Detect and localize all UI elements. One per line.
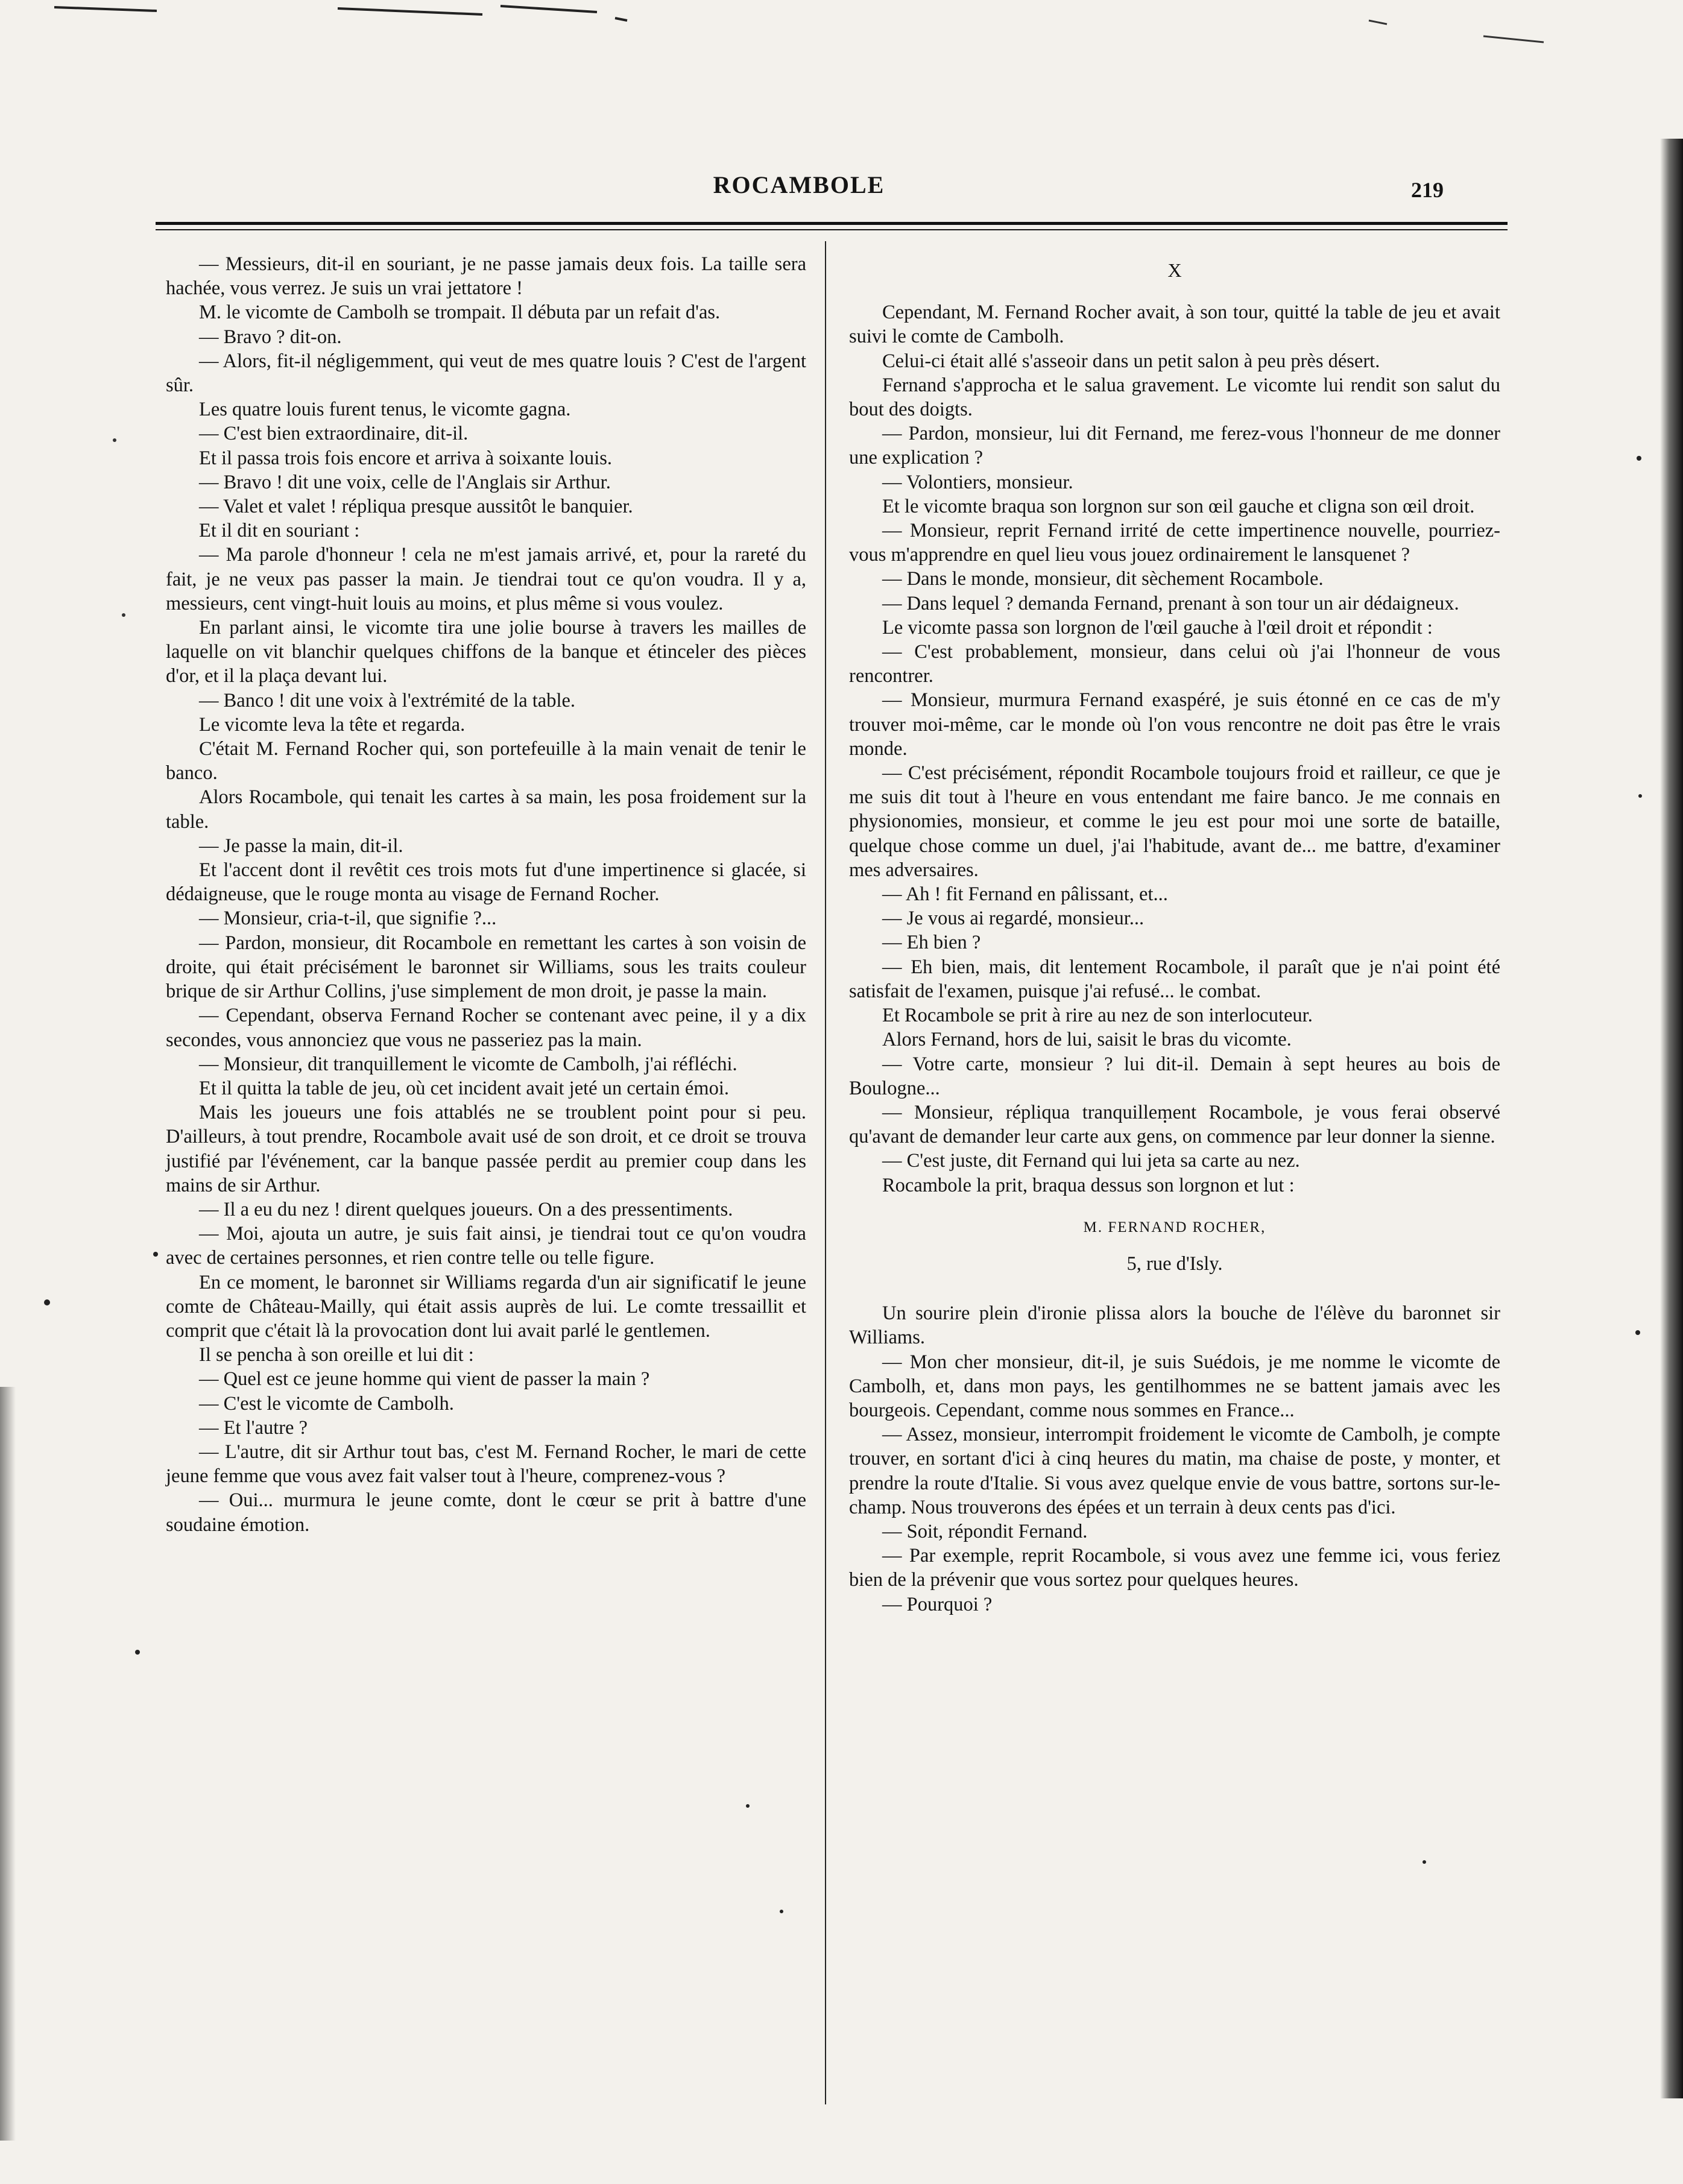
paragraph: Alors Rocambole, qui tenait les cartes à sa main, les posa froidement sur la table. (166, 786, 806, 833)
paragraph: Et Rocambole se prit à rire au nez de son interlocuteur. (882, 1005, 1313, 1027)
paragraph: Le vicomte leva la tête et regarda. (199, 713, 466, 736)
paragraph: — Je vous ai regardé, monsieur... (882, 907, 1145, 930)
paragraph: — Quel est ce jeune homme qui vient de passer la main ? (199, 1368, 650, 1390)
paragraph: — Moi, ajouta un autre, je suis fait ainsi, je tiendrai tout ce qu'on voudra avec de certaines personnes, et rien contre telle ou telle figure. (166, 1223, 806, 1269)
paragraph: — Monsieur, murmura Fernand exaspéré, je suis étonné en ce cas de m'y trouver moi-même, car le monde où l'on vous rencontre ne doit pas être le vrais monde. (849, 689, 1500, 760)
paragraph: Un sourire plein d'ironie plissa alors la bouche de l'élève du baronnet sir Williams. (849, 1302, 1500, 1349)
paragraph: — C'est juste, dit Fernand qui lui jeta sa carte au nez. (882, 1150, 1300, 1172)
paragraph: — Pardon, monsieur, dit Rocambole en remettant les cartes à son voisin de droite, qui était précisément le baronnet sir Williams, sous les traits couleur brique de sir Arthur Collins, j'use simplement de mon droit, je passe la main. (166, 932, 806, 1003)
column-divider (825, 241, 826, 2104)
paragraph: — L'autre, dit sir Arthur tout bas, c'est M. Fernand Rocher, le mari de cette jeune femme que vous avez fait valser tout à l'heure, comprenez-vous ? (166, 1441, 806, 1488)
paragraph: — Eh bien ? (882, 932, 981, 954)
paragraph: — Valet et valet ! répliqua presque aussitôt le banquier. (199, 496, 633, 518)
paragraph: — C'est probablement, monsieur, dans celui où j'ai l'honneur de vous rencontrer. (849, 641, 1500, 687)
paragraph: — Ah ! fit Fernand en pâlissant, et... (882, 883, 1168, 906)
paragraph: Mais les joueurs une fois attablés ne se troublent point pour si peu. D'ailleurs, à tout prendre, Rocambole avait usé de son droit, et ce droit se trouva justifié par l'événement, car la banque passée perdit au premier coup dans les mains de sir Arthur. (166, 1102, 806, 1196)
visiting-card-address: 5, rue d'Isly. (1126, 1252, 1223, 1275)
scan-edge-shadow-right (1660, 139, 1683, 2098)
page-number: 219 (1411, 178, 1444, 202)
paragraph: — Assez, monsieur, interrompit froidement le vicomte de Cambolh, je compte trouver, en sortant d'ici à cinq heures du matin, ma chaise de poste, y monter, et prendre la route d'Italie. Si vous avez quelque envie de vous battre, sortons sur-le-champ. Nous trouverons des épées et un terrain à deux cents pas d'ici. (849, 1424, 1500, 1518)
header-rule-thin (156, 229, 1508, 230)
paragraph: — Banco ! dit une voix à l'extrémité de la table. (199, 689, 576, 712)
section-number: X (1167, 259, 1182, 281)
paragraph: — Je passe la main, dit-il. (199, 835, 403, 857)
left-column (166, 252, 806, 1537)
header-rule-thick (156, 222, 1508, 225)
paragraph: — Il a eu du nez ! dirent quelques joueurs. On a des pressentiments. (199, 1198, 733, 1220)
paragraph: Et l'accent dont il revêtit ces trois mots fut d'une impertinence si glacée, si dédaigneuse, que le rouge monta au visage de Fernand Rocher. (166, 859, 806, 906)
paragraph: En parlant ainsi, le vicomte tira une jolie bourse à travers les mailles de laquelle on vit blanchir quelques chiffons de la banque et étinceler des pièces d'or, et il la plaça devant lui. (166, 617, 806, 687)
visiting-card-name: M. FERNAND ROCHER, (1083, 1219, 1266, 1236)
paragraph: Alors Fernand, hors de lui, saisit le bras du vicomte. (882, 1029, 1292, 1051)
paragraph: Fernand s'approcha et le salua gravement. Le vicomte lui rendit son salut du bout des doigts. (849, 374, 1500, 421)
paragraph: — C'est le vicomte de Cambolh. (199, 1392, 454, 1415)
paragraph: — Pourquoi ? (882, 1593, 993, 1615)
paragraph: — Volontiers, monsieur. (882, 471, 1073, 493)
paragraph: En ce moment, le baronnet sir Williams regarda d'un air significatif le jeune comte de Château-Mailly, qui était assis auprès de lui. Le comte tressaillit et comprit que c'était là la provocation dont lui avait parlé le gentlemen. (166, 1271, 806, 1342)
right-column (849, 252, 1500, 1617)
paragraph: — Bravo ? dit-on. (199, 326, 342, 348)
paragraph: — Monsieur, répliqua tranquillement Rocambole, je vous ferai observé qu'avant de demander leur carte aux gens, on commence par leur donner la sienne. (849, 1101, 1500, 1148)
paragraph: — Mon cher monsieur, dit-il, je suis Suédois, je me nomme le vicomte de Cambolh, et, dans mon pays, les gentilhommes ne se battent jamais avec les bourgeois. Cependant, comme nous sommes en France... (849, 1351, 1500, 1421)
paragraph: Rocambole la prit, braqua dessus son lorgnon et lut : (882, 1174, 1295, 1196)
paragraph: — Oui... murmura le jeune comte, dont le cœur se prit à battre d'une soudaine émotion. (166, 1489, 806, 1536)
running-title: ROCAMBOLE (713, 171, 885, 198)
paragraph: Et le vicomte braqua son lorgnon sur son œil gauche et cligna son œil droit. (882, 495, 1475, 517)
paragraph: M. le vicomte de Cambolh se trompait. Il débuta par un refait d'as. (199, 301, 721, 324)
paragraph: Cependant, M. Fernand Rocher avait, à son tour, quitté la table de jeu et avait suivi le comte de Cambolh. (849, 301, 1500, 348)
paragraph: — Monsieur, reprit Fernand irrité de cette impertinence nouvelle, pourriez-vous m'apprendre en quel lieu vous jouez ordinairement le lansquenet ? (849, 520, 1500, 566)
paragraph: Les quatre louis furent tenus, le vicomte gagna. (199, 399, 571, 421)
paragraph: — Et l'autre ? (199, 1416, 308, 1439)
paragraph: Il se pencha à son oreille et lui dit : (199, 1344, 474, 1366)
paragraph: — Pardon, monsieur, lui dit Fernand, me ferez-vous l'honneur de me donner une explication ? (849, 423, 1500, 469)
paragraph: Et il quitta la table de jeu, où cet incident avait jeté un certain émoi. (199, 1077, 729, 1099)
paragraph: Le vicomte passa son lorgnon de l'œil gauche à l'œil droit et répondit : (882, 616, 1433, 639)
paragraph: — Monsieur, dit tranquillement le vicomte de Cambolh, j'ai réfléchi. (199, 1053, 737, 1075)
paragraph: — Bravo ! dit une voix, celle de l'Anglais sir Arthur. (199, 471, 611, 493)
paragraph: — Monsieur, cria-t-il, que signifie ?... (199, 907, 497, 930)
paragraph: Celui-ci était allé s'asseoir dans un petit salon à peu près désert. (882, 350, 1380, 372)
paragraph: — Messieurs, dit-il en souriant, je ne passe jamais deux fois. La taille sera hachée, vous verrez. Je suis un vrai jettatore ! (166, 253, 806, 300)
paragraph: — Soit, répondit Fernand. (882, 1520, 1088, 1542)
paragraph: C'était M. Fernand Rocher qui, son portefeuille à la main venait de tenir le banco. (166, 738, 806, 784)
paragraph: — Cependant, observa Fernand Rocher se contenant avec peine, il y a dix secondes, vous annonciez que vous ne passeriez pas la main. (166, 1005, 806, 1051)
paragraph: Et il passa trois fois encore et arriva à soixante louis. (199, 447, 613, 469)
paragraph: — Votre carte, monsieur ? lui dit-il. Demain à sept heures au bois de Boulogne... (849, 1053, 1500, 1099)
paragraph: — C'est précisément, répondit Rocambole toujours froid et railleur, ce que je me suis dit tout à l'heure en vous entendant me faire banco. Je me connais en physionomies, monsieur, et comme le jeu est pour moi une sorte de bataille, quelque chose comme un duel, j'ai l'habitude, avant de... me battre, d'examiner mes adversaires. (849, 762, 1500, 881)
paragraph: — Dans lequel ? demanda Fernand, prenant à son tour un air dédaigneux. (882, 592, 1459, 614)
paragraph: — Eh bien, mais, dit lentement Rocambole, il paraît que je n'ai point été satisfait de l'examen, puisque j'ai refusé... le combat. (849, 956, 1500, 1002)
paragraph: — Alors, fit-il négligemment, qui veut de mes quatre louis ? C'est de l'argent sûr. (166, 350, 806, 397)
paragraph: — Par exemple, reprit Rocambole, si vous avez une femme ici, vous feriez bien de la prévenir que vous sortez pour quelques heures. (849, 1545, 1500, 1591)
paragraph: — Dans le monde, monsieur, dit sèchement Rocambole. (882, 568, 1324, 590)
paragraph: — Ma parole d'honneur ! cela ne m'est jamais arrivé, et, pour la rareté du fait, je ne veux pas passer la main. Je tiendrai tout ce qu'on voudra. Il y a, messieurs, cent vingt-huit louis au moins, et plus même si vous voulez. (166, 544, 806, 614)
paragraph: Et il dit en souriant : (199, 520, 360, 542)
scan-edge-shadow-left (0, 1387, 16, 2141)
paragraph: — C'est bien extraordinaire, dit-il. (199, 423, 469, 445)
